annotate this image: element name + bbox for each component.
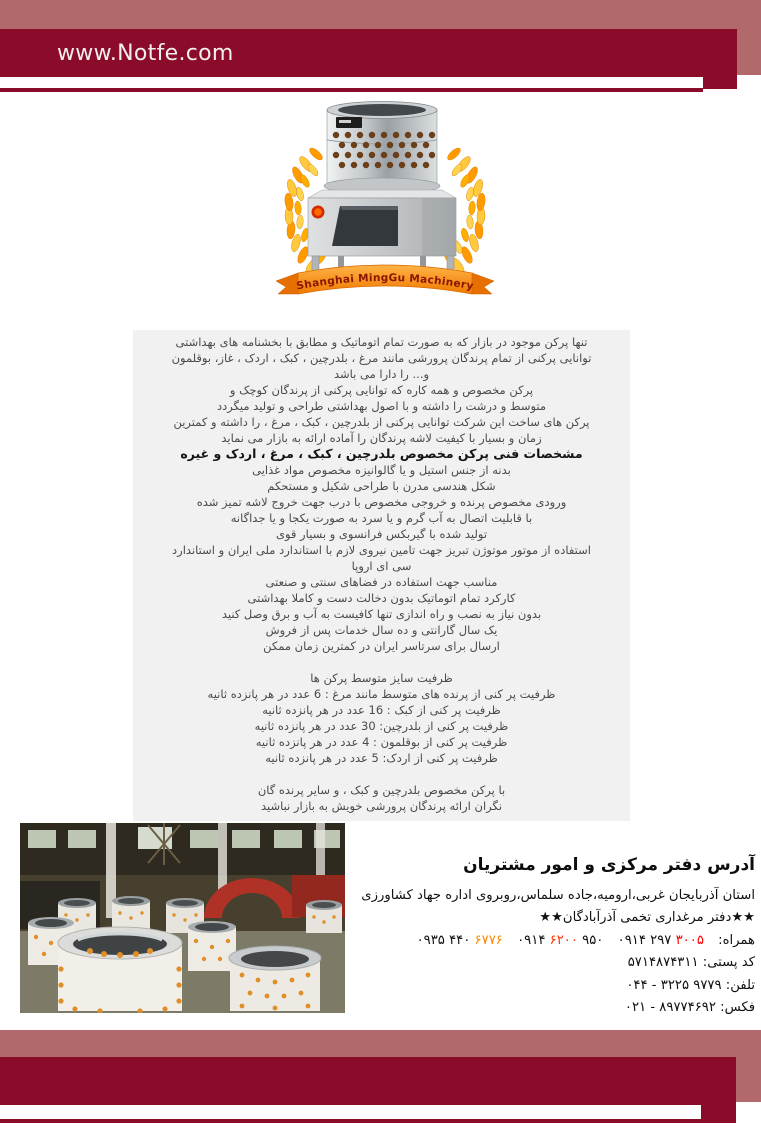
text-line: سی ای اروپا — [351, 559, 412, 573]
mobile-number-2: ۰۹۱۴ ۶۲۰۰ ۹۵۰ — [517, 932, 604, 948]
text-line: تنها پرکن موجود در بازار که به صورت تمام اتوماتیک و مطابق با بخشنامه های بهداشتی — [175, 335, 588, 349]
text-line: با قابلیت اتصال به آب گرم و یا سرد به صورت یکجا و یا جداگانه — [230, 511, 533, 525]
text-line: بدنه از جنس استیل و یا گالوانیزه مخصوص مواد غذایی — [252, 463, 511, 477]
text-line: متوسط و درشت را داشته و با اصول بهداشتی طراحی و تولید میگردد — [216, 399, 547, 413]
mobile-number-3: ۰۹۳۵ ۴۴۰ ۶۷۷۶ — [416, 932, 503, 948]
factory-photo — [20, 823, 345, 1013]
machine-drum — [324, 102, 440, 195]
postal-label: کد پستی: — [702, 955, 755, 971]
contact-title: آدرس دفتر مرکزی و امور مشتریان — [463, 855, 755, 875]
tel-number: ۰۴۴ - ۳۲۲۵ ۹۷۷۹ — [626, 977, 722, 993]
footer-pink-band — [0, 1030, 761, 1057]
contact-fax-row — [377, 997, 755, 1019]
header-divider-line — [0, 88, 703, 92]
text-line: ظرفیت پر کنی از اردک: 5 عدد در هر پانزده ثانیه — [265, 751, 498, 765]
text-line: ورودی مخصوص پرنده و خروجی مخصوص با درب جهت خروج لاشه تمیز شده — [196, 495, 567, 509]
header-pink-band — [0, 0, 761, 29]
footer-white-strip — [0, 1105, 701, 1119]
footer-bar — [0, 1057, 736, 1105]
contact-address: استان آذربایجان غربی،ارومیه،جاده سلماس،روبروی اداره جهاد کشاورزی — [361, 888, 755, 903]
header-bar — [0, 29, 737, 77]
text-line: استفاده از موتور موتوژن تبریز جهت تامین نیروی لازم با استاندارد ملی ایران و استاندارد — [172, 543, 591, 557]
text-line: زمان و بسیار با کیفیت لاشه پرندگان را آماده ارائه به بازار می نماید — [221, 431, 542, 445]
mobile-number-1: ۰۹۱۴ ۲۹۷ ۳۰۰۵ — [617, 932, 704, 948]
text-line: کارکرد تمام اتوماتیک بدون دخالت دست و کاملا بهداشتی — [247, 591, 516, 605]
text-line — [135, 766, 628, 782]
text-line: نگران ارائه پرندگان پرورشی خویش به بازار نباشید — [260, 799, 503, 813]
factory-floor-graphic — [20, 823, 345, 1013]
text-line: پرکن های ساخت این شرکت توانایی پرکنی از بلدرچین ، کبک ، مرغ ، را داشته و کمترین — [173, 415, 590, 429]
fax-label: فکس: — [720, 1000, 755, 1016]
text-line: تولید شده با گیربکس فرانسوی و بسیار قوی — [275, 527, 488, 541]
contact-farm-line: ★★دفتر مرغداری تخمی آذرآبادگان★★ — [539, 910, 755, 926]
postal-code: ۵۷۱۴۸۷۴۳۱۱ — [627, 955, 699, 971]
product-description-panel — [133, 330, 630, 821]
site-title: www.Notfe.com — [57, 40, 234, 66]
text-line: شکل هندسی مدرن با طراحی شکیل و مستحکم — [267, 479, 496, 493]
text-line: مناسب جهت استفاده در فضاهای سنتی و صنعتی — [265, 575, 498, 589]
text-line: ظرفیت پر کنی از کبک : 16 عدد در هر پانزده ثانیه — [262, 703, 501, 717]
tel-label: تلفن: — [725, 977, 755, 993]
contact-mobile-row — [377, 930, 755, 952]
text-line: ظرفیت پر کنی از بلدرچین: 30 عدد در هر پانزده ثانیه — [254, 719, 509, 733]
text-line: ارسال برای سرتاسر ایران در کمترین زمان ممکن — [263, 639, 500, 653]
product-image — [270, 98, 500, 308]
fax-number: ۰۲۱ - ۸۹۷۷۴۶۹۲ — [624, 1000, 716, 1016]
contact-section — [361, 855, 755, 1019]
footer-pink-column — [736, 1030, 761, 1102]
text-line: ظرفیت پر کنی از پرنده های متوسط مانند مرغ : 6 عدد در هر پانزده ثانیه — [207, 687, 556, 701]
footer-corner-block — [701, 1105, 736, 1119]
text-line — [135, 654, 628, 670]
text-line: با پرکن مخصوص بلدرچین و کبک ، و سایر پرنده گان — [257, 783, 506, 797]
ribbon-brand-text: Shanghai MingGu Machinery — [295, 271, 475, 293]
header-pink-column — [737, 0, 761, 75]
footer-divider-line — [0, 1119, 736, 1123]
contact-postal-row — [377, 952, 755, 974]
plucker-machine-graphic — [270, 98, 500, 308]
text-line: توانایی پرکنی از تمام پرندگان پرورشی مانند مرغ ، بلدرچین ، کبک ، اردک ، غاز، بوقلمون — [171, 351, 592, 365]
text-line: پرکن مخصوص و همه کاره که توانایی پرکنی از پرندگان کوچک و — [229, 383, 534, 397]
contact-tel-row — [377, 975, 755, 997]
text-line: یک سال گارانتی و ده سال خدمات پس از فروش — [265, 623, 498, 637]
text-line: ظرفیت سایز متوسط پرکن ها — [310, 671, 453, 685]
text-line: ظرفیت پر کنی از بوقلمون : 4 عدد در هر پانزده ثانیه — [255, 735, 508, 749]
text-line: مشخصات فنی پرکن مخصوص بلدرچین ، کبک ، مرغ ، اردک و غیره — [180, 446, 583, 461]
drum-front-right — [229, 946, 321, 1011]
header-corner-block — [703, 77, 737, 89]
text-line: بدون نیاز به نصب و راه اندازی تنها کافیست به آب و برق وصل کنید — [221, 607, 542, 621]
mobile-label: همراه: — [718, 932, 755, 948]
text-line: و... را دارا می باشد — [333, 367, 430, 381]
drum-front-left — [58, 927, 182, 1013]
